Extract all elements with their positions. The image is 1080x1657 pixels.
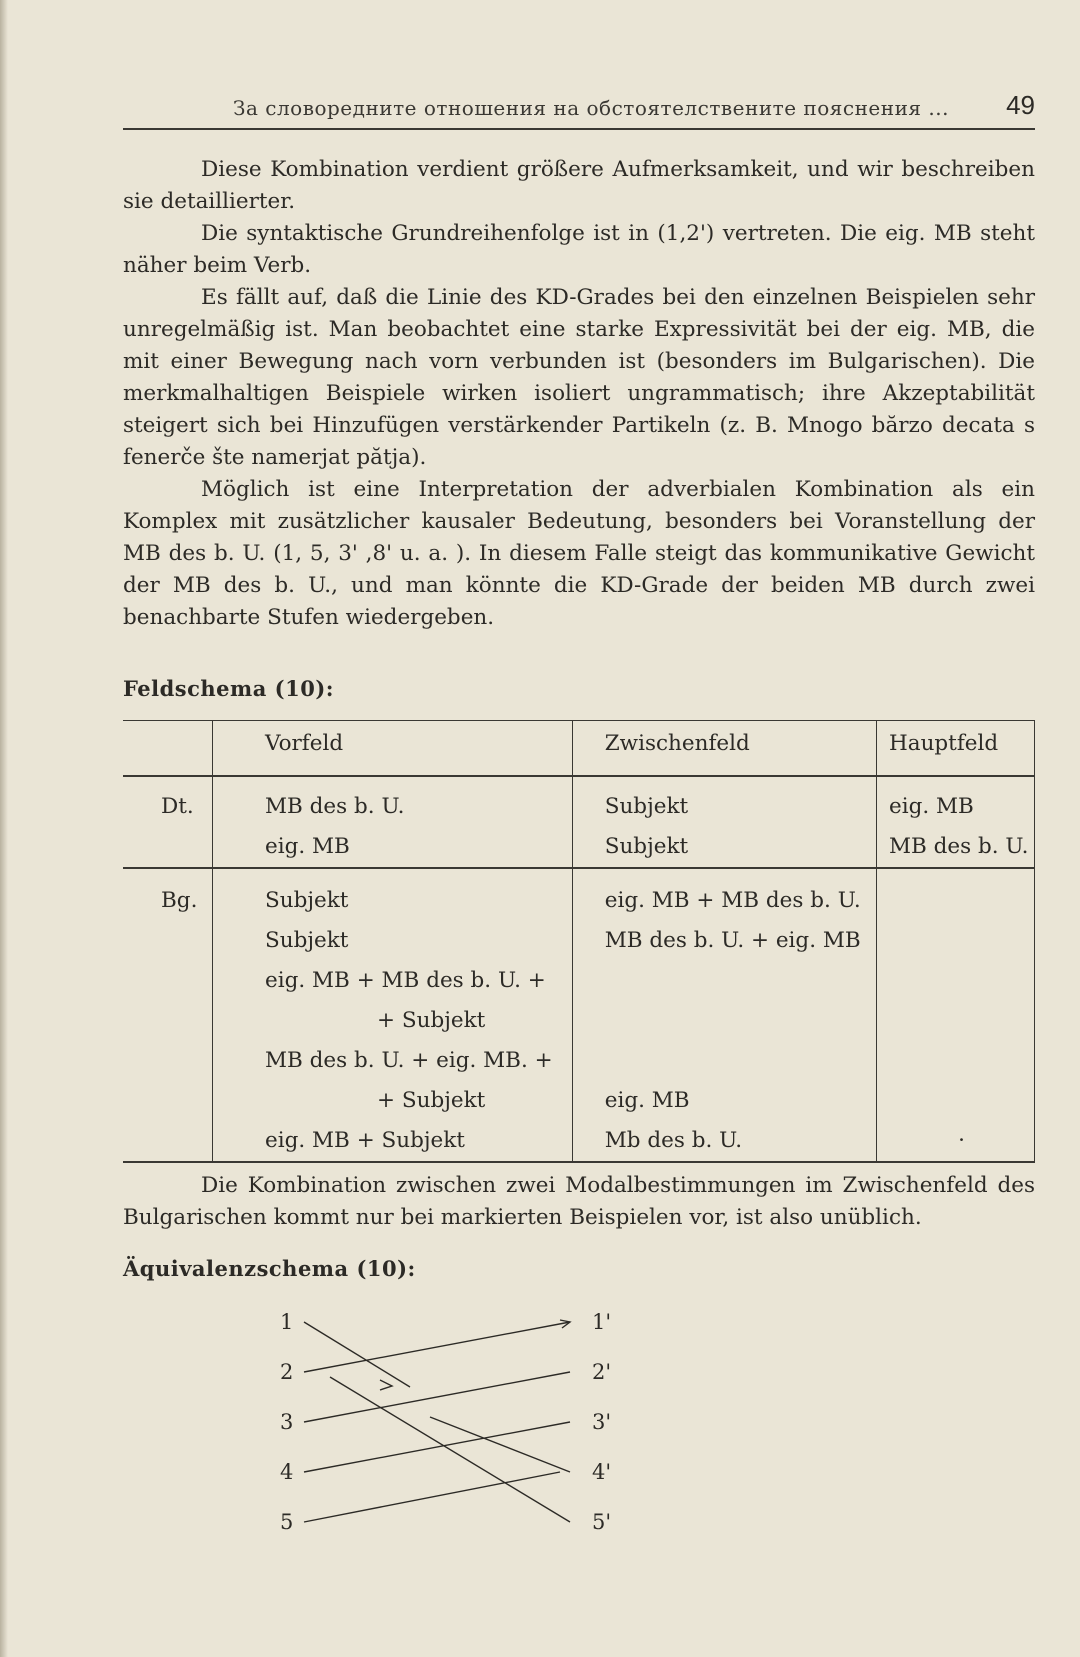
page-number: 49 [1006,90,1035,120]
cell-text: + Subjekt [377,1088,486,1113]
cell-text: eig. MB [889,794,974,819]
header-zwischenfeld: Zwischenfeld [572,721,876,777]
paragraph: Diese Kombination verdient größere Aufmerksamkeit, und wir beschreiben sie detaillierter. [123,157,1035,214]
header-title: За словоредните отношения на обстоятелствените пояснения ... [233,96,949,120]
cell-text: Subjekt [265,928,349,953]
left-node-label: 5 [280,1510,294,1534]
left-node-label: 2 [280,1360,294,1384]
right-node-label: 3' [592,1410,612,1434]
cell-text: MB des b. U. + eig. MB [604,928,861,953]
cell-text [605,1041,876,1081]
feldschema-label: Feldschema (10): [123,676,335,701]
running-header [123,90,1035,130]
cell-text [889,1081,1034,1121]
cell-text: + Subjekt [377,1008,486,1033]
aequivalenzschema-label: Äquivalenzschema (10): [123,1256,416,1281]
paragraph: Die syntaktische Grundreihenfolge ist in (1,2') vertreten. Die eig. MB steht näher beim Verb. [123,221,1035,278]
arrow-head [380,1380,392,1390]
left-node-label: 3 [280,1410,294,1434]
body-text-top [123,154,1035,634]
cell-text [605,961,876,1001]
paragraph: Es fällt auf, daß die Linie des KD-Grades bei den einzelnen Beispielen sehr unregelmäßig ist. Man beobachtet eine starke Expressivität bei der eig. MB, die mit einer Bewegung nach vorn verbunden ist (besonders im Bulgarischen). Die merkmalhaltigen Beispiele wirken isoliert ungrammatisch; ihre Akzeptabilität steigert sich bei Hinzufügen verstärkender Partikeln (z. B. Mnogo bărzo decata s fenerče šte namerjat pătja). [123,285,1035,470]
mapping-lines [270,1302,630,1552]
table-row-dt [123,776,1035,868]
left-node-label: 4 [280,1460,294,1484]
row-label-bg: Bg. [161,888,198,913]
mapping-line-2-to-5 [330,1377,570,1522]
paragraph: Möglich ist eine Interpretation der adverbialen Kombination als ein Komplex mit zusätzlicher kausaler Bedeutung, besonders bei Voranstellung der MB des b. U. (1, 5, 3' ,8' u. a. ). In diesem Falle steigt das kommunikative Gewicht der MB des b. U., und man könnte die KD-Grade der beiden MB durch zwei benachbarte Stufen wiedergeben. [123,477,1035,630]
paragraph: Die Kombination zwischen zwei Modalbestimmungen im Zwischenfeld des Bulgarischen kommt nur bei markierten Beispielen vor, ist also unüblich. [123,1173,1035,1230]
header-rule [123,128,1035,130]
cell-text: Subjekt [604,794,689,819]
cell-text [889,1041,1034,1081]
mapping-line-4-to-3 [304,1422,570,1472]
right-node-label: 1' [592,1310,612,1334]
right-node-label: 4' [592,1460,612,1484]
cell-text [889,881,1034,921]
right-node-label: 2' [592,1360,612,1384]
page-edge-shadow [0,0,8,1657]
cell-text: · [958,1128,965,1153]
aequivalenz-diagram [270,1302,630,1552]
cell-text [889,961,1034,1001]
cell-text: eig. MB [604,1088,690,1113]
left-node-label: 1 [280,1310,294,1334]
cell-text: eig. MB + MB des b. U. + [265,968,546,993]
cell-text: eig. MB + MB des b. U. [604,888,861,913]
header-cell-empty [123,721,213,777]
cell-text: eig. MB [265,834,350,859]
cell-text: Subjekt [604,834,689,859]
mapping-line-3-to-2 [304,1372,570,1422]
table-header-row [123,721,1035,777]
mapping-line-5-to-4 [304,1472,560,1522]
cell-text: Subjekt [265,888,349,913]
cell-text [889,1001,1034,1041]
cell-text: MB des b. U. [265,794,405,819]
body-text-bottom [123,1170,1035,1234]
cell-text [605,1001,876,1041]
cell-text: eig. MB + Subjekt [265,1128,465,1153]
cell-text [889,921,1034,961]
header-hauptfeld: Hauptfeld [877,721,1035,777]
header-vorfeld: Vorfeld [213,721,573,777]
row-label-dt: Dt. [161,794,194,819]
table-row-bg [123,868,1035,1162]
cell-text: MB des b. U. [889,834,1029,859]
cell-text: MB des b. U. + eig. MB. + [265,1048,553,1073]
cell-text: Mb des b. U. [604,1128,743,1153]
feldschema-table [123,720,1035,1163]
right-node-label: 5' [592,1510,612,1534]
